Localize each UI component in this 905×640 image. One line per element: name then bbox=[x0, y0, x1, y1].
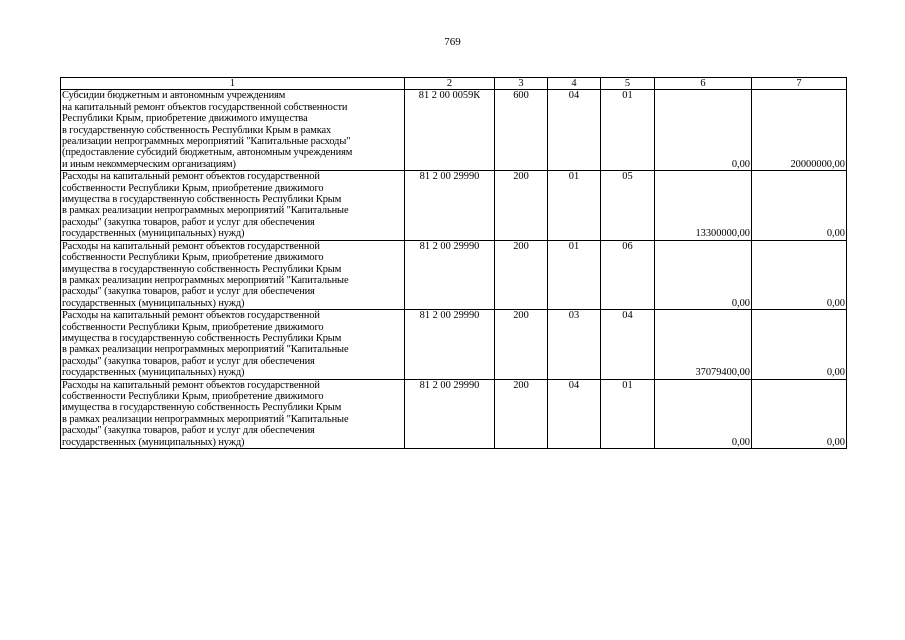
description-line: в рамках реализации непрограммных мероприятий "Капитальные bbox=[62, 205, 349, 217]
description-line: Расходы на капитальный ремонт объектов государственной bbox=[62, 379, 320, 391]
description-line: в государственную собственность Республики Крым в рамках bbox=[62, 124, 332, 136]
page-number: 769 bbox=[444, 36, 461, 48]
description-line: государственных (муниципальных) нужд) bbox=[62, 367, 245, 379]
description-line: Республики Крым, приобретение движимого имущества bbox=[62, 113, 308, 125]
subsection-cell: 05 bbox=[601, 171, 655, 240]
section-cell: 01 bbox=[548, 171, 601, 240]
amount-cell: 0,00 bbox=[752, 379, 847, 448]
table-row bbox=[61, 379, 847, 448]
description-line: расходы" (закупка товаров, работ и услуг для обеспечения bbox=[62, 355, 315, 367]
description-line: Расходы на капитальный ремонт объектов государственной bbox=[62, 171, 320, 183]
table-row bbox=[61, 240, 847, 309]
column-header: 6 bbox=[655, 78, 752, 90]
description-line: имущества в государственную собственность Республики Крым bbox=[62, 402, 342, 414]
row-description bbox=[61, 310, 405, 379]
description-line: (предоставление субсидий бюджетным, автономным учреждениям bbox=[62, 147, 353, 159]
description-line: реализации непрограммных мероприятий "Капитальные расходы" bbox=[62, 136, 351, 148]
description-line: Расходы на капитальный ремонт объектов государственной bbox=[62, 240, 320, 252]
amount-cell: 0,00 bbox=[655, 240, 752, 309]
description-line: государственных (муниципальных) нужд) bbox=[62, 436, 245, 448]
column-header: 2 bbox=[405, 78, 495, 90]
description-line: государственных (муниципальных) нужд) bbox=[62, 297, 245, 309]
table-row bbox=[61, 310, 847, 379]
description-line: в рамках реализации непрограммных мероприятий "Капитальные bbox=[62, 274, 349, 286]
budget-table bbox=[60, 77, 847, 449]
column-header: 1 bbox=[61, 78, 405, 90]
expense-type-cell: 200 bbox=[495, 310, 548, 379]
description-line: расходы" (закупка товаров, работ и услуг для обеспечения bbox=[62, 425, 315, 437]
budget-code-cell: 81 2 00 29990 bbox=[405, 171, 495, 240]
description-line: собственности Республики Крым, приобретение движимого bbox=[62, 321, 324, 333]
description-line: имущества в государственную собственность Республики Крым bbox=[62, 332, 342, 344]
description-line: имущества в государственную собственность Республики Крым bbox=[62, 194, 342, 206]
amount-cell: 20000000,00 bbox=[752, 90, 847, 171]
section-cell: 04 bbox=[548, 379, 601, 448]
description-line: собственности Республики Крым, приобретение движимого bbox=[62, 182, 324, 194]
amount-cell: 37079400,00 bbox=[655, 310, 752, 379]
column-header: 3 bbox=[495, 78, 548, 90]
expense-type-cell: 200 bbox=[495, 379, 548, 448]
description-line: собственности Республики Крым, приобретение движимого bbox=[62, 252, 324, 264]
column-header-row bbox=[61, 78, 847, 90]
subsection-cell: 01 bbox=[601, 379, 655, 448]
description-line: государственных (муниципальных) нужд) bbox=[62, 228, 245, 240]
amount-cell: 0,00 bbox=[752, 171, 847, 240]
budget-code-cell: 81 2 00 0059К bbox=[405, 90, 495, 171]
expense-type-cell: 200 bbox=[495, 240, 548, 309]
description-line: и иным некоммерческим организациям) bbox=[62, 158, 236, 170]
column-header: 4 bbox=[548, 78, 601, 90]
description-line: на капитальный ремонт объектов государственной собственности bbox=[62, 101, 348, 113]
table-row bbox=[61, 171, 847, 240]
amount-cell: 0,00 bbox=[655, 379, 752, 448]
description-line: расходы" (закупка товаров, работ и услуг для обеспечения bbox=[62, 216, 315, 228]
description-line: собственности Республики Крым, приобретение движимого bbox=[62, 390, 324, 402]
table-body bbox=[61, 78, 847, 449]
column-header: 7 bbox=[752, 78, 847, 90]
row-description bbox=[61, 171, 405, 240]
subsection-cell: 04 bbox=[601, 310, 655, 379]
expense-type-cell: 200 bbox=[495, 171, 548, 240]
amount-cell: 0,00 bbox=[752, 310, 847, 379]
amount-cell: 0,00 bbox=[655, 90, 752, 171]
description-line: в рамках реализации непрограммных мероприятий "Капитальные bbox=[62, 344, 349, 356]
description-line: Субсидии бюджетным и автономным учреждениям bbox=[62, 90, 286, 102]
description-line: имущества в государственную собственность Республики Крым bbox=[62, 263, 342, 275]
subsection-cell: 01 bbox=[601, 90, 655, 171]
description-line: расходы" (закупка товаров, работ и услуг для обеспечения bbox=[62, 286, 315, 298]
section-cell: 04 bbox=[548, 90, 601, 171]
budget-code-cell: 81 2 00 29990 bbox=[405, 379, 495, 448]
budget-code-cell: 81 2 00 29990 bbox=[405, 310, 495, 379]
amount-cell: 0,00 bbox=[752, 240, 847, 309]
subsection-cell: 06 bbox=[601, 240, 655, 309]
section-cell: 01 bbox=[548, 240, 601, 309]
description-line: Расходы на капитальный ремонт объектов государственной bbox=[62, 310, 320, 322]
budget-code-cell: 81 2 00 29990 bbox=[405, 240, 495, 309]
column-header: 5 bbox=[601, 78, 655, 90]
row-description bbox=[61, 240, 405, 309]
amount-cell: 13300000,00 bbox=[655, 171, 752, 240]
row-description bbox=[61, 379, 405, 448]
section-cell: 03 bbox=[548, 310, 601, 379]
expense-type-cell: 600 bbox=[495, 90, 548, 171]
description-line: в рамках реализации непрограммных мероприятий "Капитальные bbox=[62, 413, 349, 425]
table-row bbox=[61, 90, 847, 171]
row-description bbox=[61, 90, 405, 171]
